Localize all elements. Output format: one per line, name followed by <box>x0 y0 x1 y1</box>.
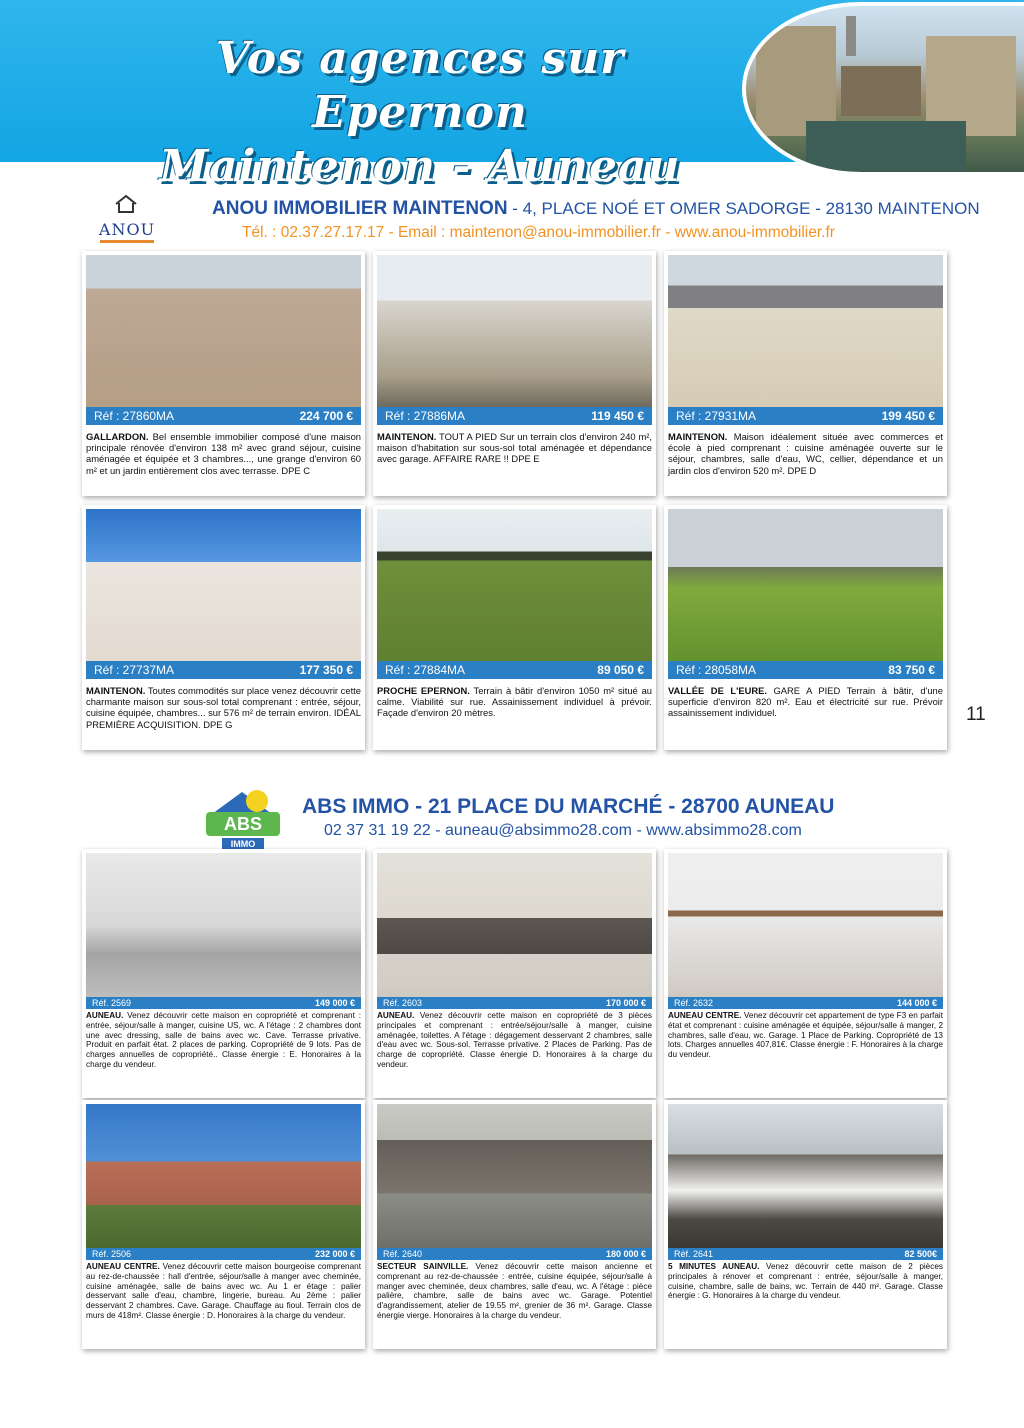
listing-ref: Réf : 27737MA <box>94 663 175 677</box>
agency1-contact[interactable]: Tél. : 02.37.27.17.17 - Email : maintenon@anou-immobilier.fr - www.anou-immobilier.fr <box>242 224 835 241</box>
listing-photo[interactable] <box>86 853 361 997</box>
abs-logo-sub: IMMO <box>222 838 264 850</box>
listing-price: 82 500€ <box>904 1249 937 1259</box>
listing-description <box>377 685 652 719</box>
listing-text: Venez découvrir cette maison en copropriété et comprenant : entrée, séjour/salle à manger, cuisine US, wc. A l'étage : 2 chambres dont une avec dressing, salle de bains avec wc. Cave. Terrasse privative. Produit en parfait état. 2 places de parking. Copropriété de 9 lots. Pas de charges annuelles de copropriété.. Classe énergie : E. Honoraires à la charge du vendeur. <box>86 1011 361 1069</box>
listing-text: TOUT A PIED Sur un terrain clos d'environ 240 m², maison d'habitation sur sous-sol total aménagée et dépendance avec garage. AFFAIRE RARE !! DPE E <box>377 431 652 465</box>
listing-price: 180 000 € <box>605 1249 646 1259</box>
listing-ref-price-bar <box>668 661 943 679</box>
listing-photo[interactable] <box>377 255 652 407</box>
listing-price: 83 750 € <box>888 663 935 677</box>
listing-photo[interactable] <box>377 509 652 661</box>
listing-ref: Réf : 28058MA <box>676 663 757 677</box>
listing-card[interactable] <box>82 505 365 750</box>
listing-card[interactable] <box>373 251 656 496</box>
listing-ref: Réf : 27884MA <box>385 663 466 677</box>
listing-price: 232 000 € <box>314 1249 355 1259</box>
agency1-name-line: ANOU IMMOBILIER MAINTENON - 4, PLACE NOÉ ET OMER SADORGE - 28130 MAINTENON <box>212 198 980 219</box>
listing-ref-price-bar <box>668 1248 943 1260</box>
listing-town: AUNEAU. <box>377 1011 415 1020</box>
listing-price: 119 450 € <box>591 409 644 423</box>
listing-photo[interactable] <box>86 1104 361 1248</box>
banner-title-line2: Maintenon - Auneau <box>159 141 681 192</box>
listing-price: 170 000 € <box>605 998 646 1008</box>
listing-ref-price-bar <box>86 407 361 425</box>
listing-town: 5 MINUTES AUNEAU. <box>668 1262 760 1271</box>
listing-text: GARE A PIED Terrain à bâtir, d'une superficie d'environ 820 m². Eau et électricité sur rue. Prévoir assainissement individuel. <box>668 685 943 719</box>
listing-ref-price-bar <box>377 661 652 679</box>
listing-text: Venez découvrir cette maison ancienne et comprenant au rez-de-chaussée : entrée, cuisine équipée, séjour/salle à manger avec cheminée, deux chambres, salle d'eau, wc. A l'étage : pièce palière, chambre, salle de bains avec wc. Garage. Potentiel d'agrandissement, atelier de 19.55 m², grenier de 36 m². Garage. Classe énergie vierge. Honoraires à la charge du vendeur. <box>377 1262 652 1320</box>
listing-town: VALLÉE DE L'EURE. <box>668 685 767 696</box>
listing-ref-price-bar <box>86 1248 361 1260</box>
listing-ref-price-bar <box>668 997 943 1009</box>
anou-logo <box>96 194 158 246</box>
listing-ref-price-bar <box>668 407 943 425</box>
listing-town: AUNEAU. <box>86 1011 124 1020</box>
listing-description <box>86 685 361 730</box>
listing-description <box>668 685 943 719</box>
listing-description <box>86 431 361 476</box>
house-icon <box>114 194 138 214</box>
listing-photo[interactable] <box>377 853 652 997</box>
listing-text: Venez découvrir cette maison en copropriété de 3 pièces principales et comprenant : entrée/séjour/salle à manger, cuisine aménagée, toilettes. A l'étage : dégagement desservant 2 chambres, salle d'eau avec wc. Sous-sol. Terrasse privative. 2 Places de Parking. Pas de charge de copropriété. Classe énergie D. Honoraires à la charge du vendeur. <box>377 1011 652 1069</box>
listing-ref: Réf : 27860MA <box>94 409 175 423</box>
listing-card[interactable] <box>82 1100 365 1349</box>
anou-logo-text: ANOU <box>98 220 156 239</box>
listing-description <box>377 431 652 465</box>
listing-photo[interactable] <box>377 1104 652 1248</box>
listing-card[interactable] <box>82 251 365 496</box>
listing-photo[interactable] <box>86 509 361 661</box>
listing-ref: Réf. 2569 <box>92 998 132 1008</box>
listing-text: Venez découvrir cet appartement de type F3 en parfait état et comprenant : cuisine aménagée et équipée, séjour/salle à manger, 2 chambres, salle d'eau, wc. Garage. 1 Place de Parking. Copropriété de 13 lots. Charges annuelles 407,81€. Classe énergie : F. Honoraires à la charge du vendeur. <box>668 1011 943 1060</box>
listing-ref: Réf : 27886MA <box>385 409 466 423</box>
agency2-contact[interactable]: 02 37 31 19 22 - auneau@absimmo28.com - www.absimmo28.com <box>324 822 802 839</box>
listing-price: 144 000 € <box>896 998 937 1008</box>
listing-card[interactable] <box>373 1100 656 1349</box>
agency1-name: ANOU IMMOBILIER MAINTENON <box>212 198 508 219</box>
listing-price: 177 350 € <box>299 663 353 677</box>
listing-ref: Réf. 2506 <box>92 1249 132 1259</box>
listing-description <box>668 431 943 476</box>
listing-card[interactable] <box>373 849 656 1098</box>
listing-photo[interactable] <box>86 255 361 407</box>
listing-price: 224 700 € <box>299 409 353 423</box>
banner-title-line1: Vos agences sur Epernon <box>215 33 625 138</box>
listing-ref: Réf. 2632 <box>674 998 714 1008</box>
listing-ref-price-bar <box>86 661 361 679</box>
listing-price: 149 000 € <box>314 998 355 1008</box>
agency2-name: ABS IMMO - 21 PLACE DU MARCHÉ - 28700 AUNEAU <box>302 795 835 818</box>
listing-description <box>86 1262 361 1321</box>
listing-text: Terrain à bâtir d'environ 1050 m² situé au calme. Viabilité sur rue. Assainissement individuel à prévoir. Façade d'environ 20 mètres. <box>377 685 653 719</box>
banner-title <box>120 32 720 194</box>
listing-card[interactable] <box>664 505 947 750</box>
listing-card[interactable] <box>373 505 656 750</box>
listing-ref: Réf : 27931MA <box>676 409 757 423</box>
listing-photo[interactable] <box>668 853 943 997</box>
listing-description <box>86 1011 361 1070</box>
sun-icon <box>246 790 268 812</box>
listing-card[interactable] <box>664 251 947 496</box>
listing-text: Maison idéalement située avec commerces et école à pied comprenant : cuisine aménagée ouverte sur le séjour, chambres, salle d'eau, WC, cellier, dépendance et un jardin clos d'environ 520 m². DPE D <box>668 431 943 476</box>
agency1-address: 4, PLACE NOÉ ET OMER SADORGE <box>522 199 811 218</box>
listing-town: SECTEUR SAINVILLE. <box>377 1262 469 1271</box>
listing-photo[interactable] <box>668 509 943 661</box>
listing-description <box>377 1262 652 1321</box>
listing-description <box>668 1011 943 1060</box>
listing-text: Toutes commodités sur place venez découvrir cette charmante maison sur sous-sol total comprenant : entrée, séjour, cuisine équipée, chambres... sur 576 m² de terrain environ. IDÉAL PREMIÈRE ACQUISITION. DPE G <box>86 685 361 730</box>
listing-ref-price-bar <box>377 997 652 1009</box>
listing-photo[interactable] <box>668 1104 943 1248</box>
listing-card[interactable] <box>664 849 947 1098</box>
listing-photo[interactable] <box>668 255 943 407</box>
agency1-city: 28130 MAINTENON <box>825 199 980 218</box>
listing-price: 199 450 € <box>881 409 935 423</box>
listing-card[interactable] <box>664 1100 947 1349</box>
listing-town: GALLARDON. <box>86 431 149 442</box>
listing-town: MAINTENON. <box>668 431 728 442</box>
listing-description <box>377 1011 652 1070</box>
town-river-photo <box>742 2 1024 176</box>
listing-card[interactable] <box>82 849 365 1098</box>
listing-ref: Réf. 2641 <box>674 1249 714 1259</box>
listing-description <box>668 1262 943 1301</box>
listing-town: AUNEAU CENTRE. <box>86 1262 160 1271</box>
listing-ref: Réf. 2603 <box>383 998 423 1008</box>
listing-ref-price-bar <box>86 997 361 1009</box>
listing-text: Venez découvrir cette maison bourgeoise comprenant au rez-de-chaussée : hall d'entrée, séjour/salle à manger avec cheminée, cuisine aménagée, salle de bains avec wc. Au 1 er étage : palier desservant salle d'eau, chambre, lingerie, bureau. Au 2ème : palier desservant 2 chambres. Cave. Garage. Chauffage au fioul. Terrain clos de murs de 418m². Classe énergie : D. Honoraires à la charge du vendeur. <box>86 1262 361 1320</box>
listing-town: PROCHE EPERNON. <box>377 685 470 696</box>
listing-text: Bel ensemble immobilier composé d'une maison principale rénovée d'environ 138 m² avec grand séjour, cuisine aménagée et équipée et 3 chambres..., une grange d'environ 60 m² et un jardin entièrement clos avec terrasse. DPE C <box>86 431 361 476</box>
listing-ref-price-bar <box>377 407 652 425</box>
listing-ref: Réf. 2640 <box>383 1249 423 1259</box>
listing-text: Venez découvrir cette maison de 2 pièces principales à rénover et comprenant : entrée, séjour/salle à manger, cuisine, chambre, salle de bains, wc. Terrain de 440 m². Garage. Classe énergie : G. Honoraires à la charge du vendeur. <box>668 1262 943 1301</box>
listing-town: MAINTENON. <box>377 431 437 442</box>
listing-ref-price-bar <box>377 1248 652 1260</box>
abs-immo-logo <box>206 790 280 854</box>
listing-town: MAINTENON. <box>86 685 146 696</box>
listing-price: 89 050 € <box>597 663 644 677</box>
listing-town: AUNEAU CENTRE. <box>668 1011 742 1020</box>
page-number: 11 <box>966 704 986 725</box>
abs-logo-text: ABS <box>206 812 280 836</box>
